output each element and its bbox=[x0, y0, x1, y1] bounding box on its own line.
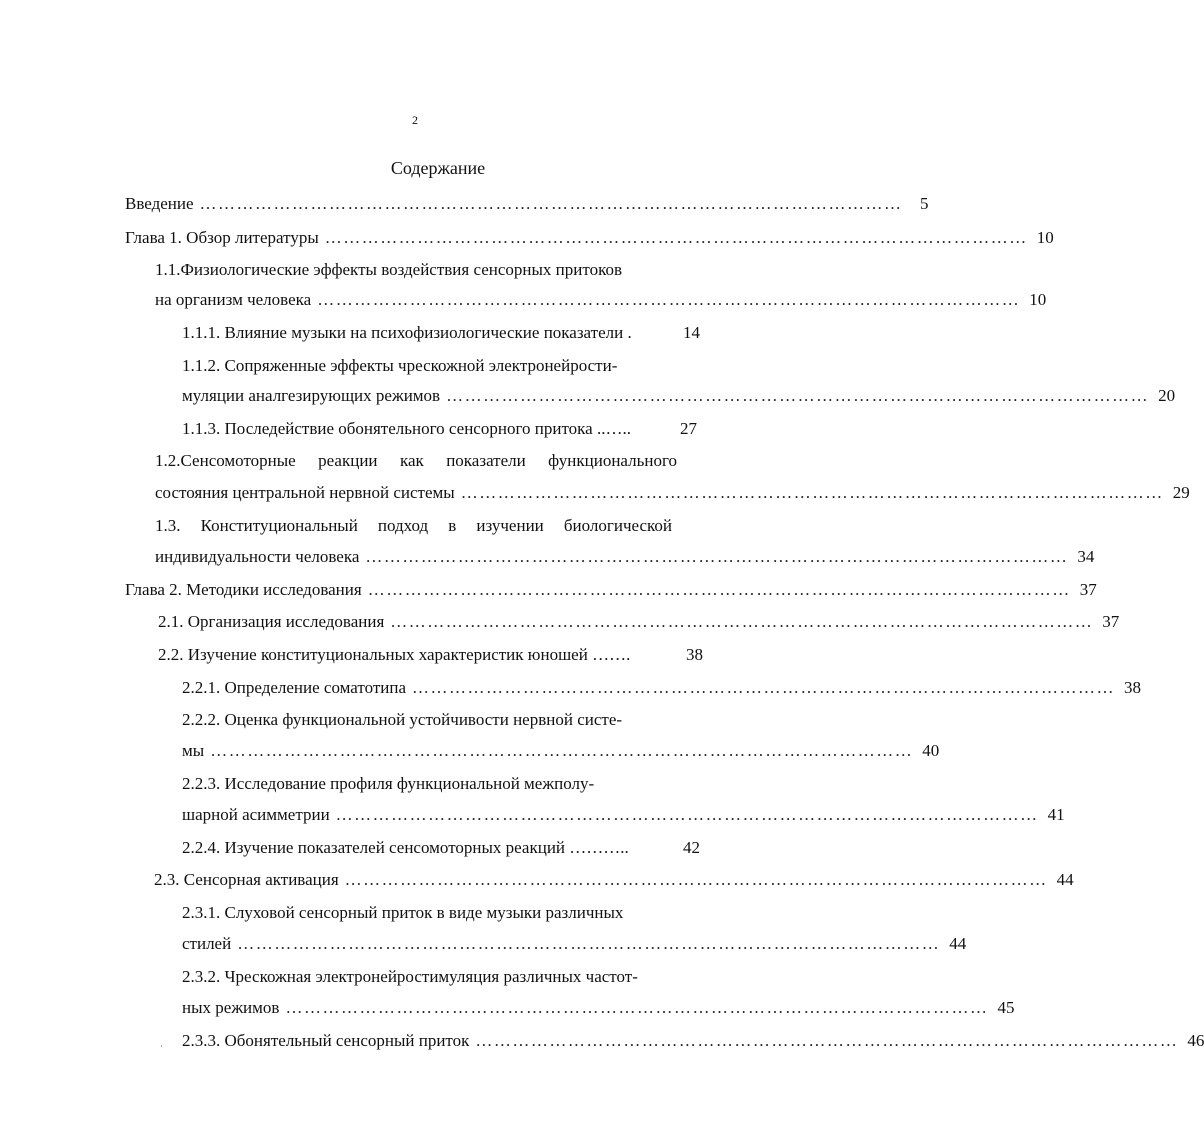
dot-leader: …………………………………………………………………………………………………… bbox=[335, 805, 1039, 824]
toc-entry-1-1-3[interactable]: 1.1.3. Последействие обонятельного сенсорного притока ..….. 27 bbox=[182, 417, 697, 441]
toc-entry-2-3-1-line2[interactable]: стилей …………………………………………………………………………………………………… 44 bbox=[182, 932, 700, 956]
dot-leader: …………………………………………………………………………………………………… bbox=[237, 934, 941, 953]
toc-entry-2-3-1-line1[interactable]: 2.3.1. Слуховой сенсорный приток в виде музыки различных bbox=[182, 903, 624, 922]
dot-leader: …………………………………………………………………………………………………… bbox=[210, 741, 914, 760]
dot-leader: …………………………………………………………………………………………………… bbox=[199, 194, 903, 213]
toc-page: 38 bbox=[686, 645, 703, 664]
toc-entry-2-3-2-line2[interactable]: ных режимов …………………………………………………………………………………………………… 45 bbox=[182, 996, 695, 1020]
toc-page: 10 bbox=[1036, 228, 1054, 247]
toc-title: Содержание bbox=[390, 158, 486, 178]
dot-leader: …………………………………………………………………………………………………… bbox=[324, 228, 1028, 247]
dot-leader: …………………………………………………………………………………………………… bbox=[446, 386, 1150, 405]
toc-page: 37 bbox=[1079, 580, 1097, 599]
dot-leader: …………………………………………………………………………………………………… bbox=[390, 612, 1094, 631]
dot-leader: …………………………………………………………………………………………………… bbox=[344, 870, 1048, 889]
toc-entry-2-1[interactable]: 2.1. Организация исследования …………………………………………………………………………………………………… 37 bbox=[158, 610, 706, 634]
toc-entry-2-2-4[interactable]: 2.2.4. Изучение показателей сенсомоторных реакций ……….. 42 bbox=[182, 836, 700, 860]
toc-page: 42 bbox=[683, 838, 700, 857]
toc-page: 29 bbox=[1172, 483, 1190, 502]
toc-page: 44 bbox=[1056, 870, 1074, 889]
scan-speck: ʻ bbox=[160, 1043, 163, 1053]
dot-leader: …………………………………………………………………………………………………… bbox=[412, 678, 1116, 697]
toc-entry-2-2[interactable]: 2.2. Изучение конституциональных характеристик юношей ……. 38 bbox=[158, 643, 703, 667]
toc-entry-1-2-line1[interactable]: 1.2.Сенсомоторные реакции как показатели функционального bbox=[155, 451, 677, 470]
toc-entry-1-1-2-line2[interactable]: муляции аналгезирующих режимов …………………………………………………………………………………………………… 20 bbox=[182, 384, 695, 408]
toc-entry-2-2-3-line1[interactable]: 2.2.3. Исследование профиля функциональной межполу- bbox=[182, 774, 595, 793]
toc-entry-1-3-line2[interactable]: индивидуальности человека …………………………………………………………………………………………………… 34 bbox=[155, 545, 705, 569]
toc-page: 45 bbox=[997, 998, 1015, 1017]
toc-page: 20 bbox=[1158, 386, 1176, 405]
toc-entry-intro[interactable]: Введение …………………………………………………………………………………………………… 5 bbox=[125, 192, 692, 216]
toc-page: 46 bbox=[1187, 1031, 1204, 1050]
dot-leader: …………………………………………………………………………………………………… bbox=[460, 483, 1164, 502]
dot-leader: …………………………………………………………………………………………………… bbox=[475, 1031, 1179, 1050]
toc-page: 27 bbox=[680, 419, 697, 438]
toc-entry-1-1-1[interactable]: 1.1.1. Влияние музыки на психофизиологические показатели . 14 bbox=[182, 321, 700, 345]
dot-leader: …………………………………………………………………………………………………… bbox=[365, 547, 1069, 566]
toc-entry-2-2-2-line2[interactable]: мы …………………………………………………………………………………………………… 40 bbox=[182, 739, 702, 763]
toc-entry-1-1-2-line1[interactable]: 1.1.2. Сопряженные эффекты чрескожной электронейрости- bbox=[182, 356, 618, 375]
toc-page: 40 bbox=[922, 741, 940, 760]
toc-page: 37 bbox=[1102, 612, 1120, 631]
toc-page: 41 bbox=[1047, 805, 1065, 824]
toc-entry-2-3[interactable]: 2.3. Сенсорная активация …………………………………………………………………………………………………… 44 bbox=[154, 868, 702, 892]
page-number: 2 bbox=[412, 113, 418, 127]
dot-leader: …………………………………………………………………………………………………… bbox=[285, 998, 989, 1017]
toc-entry-2-2-2-line1[interactable]: 2.2.2. Оценка функциональной устойчивости нервной систе- bbox=[182, 710, 623, 729]
toc-page: 34 bbox=[1077, 547, 1095, 566]
dot-leader: …………………………………………………………………………………………………… bbox=[367, 580, 1071, 599]
toc-entry-1-3-line1[interactable]: 1.3. Конституциональный подход в изучении биологической bbox=[155, 516, 672, 535]
toc-entry-1-1-line2[interactable]: на организм человека …………………………………………………………………………………………………… 10 bbox=[155, 288, 700, 312]
toc-page: 10 bbox=[1029, 290, 1047, 309]
toc-page: 14 bbox=[683, 323, 700, 342]
toc-entry-2-3-2-line1[interactable]: 2.3.2. Чрескожная электронейростимуляция различных частот- bbox=[182, 967, 638, 986]
toc-entry-chapter-1[interactable]: Глава 1. Обзор литературы …………………………………………………………………………………………………… 10 bbox=[125, 226, 700, 250]
toc-entry-1-1-line1[interactable]: 1.1.Физиологические эффекты воздействия сенсорных притоков bbox=[155, 260, 623, 279]
toc-page: 44 bbox=[949, 934, 967, 953]
toc-entry-2-2-3-line2[interactable]: шарной асимметрии …………………………………………………………………………………………………… 41 bbox=[182, 803, 700, 827]
toc-entry-2-3-3[interactable]: 2.3.3. Обонятельный сенсорный приток …………………………………………………………………………………………………… 46 bbox=[182, 1029, 695, 1053]
toc-entry-chapter-2[interactable]: Глава 2. Методики исследования …………………………………………………………………………………………………… 37 bbox=[125, 578, 705, 602]
toc-entry-2-2-1[interactable]: 2.2.1. Определение соматотипа …………………………………………………………………………………………………… 38 bbox=[182, 676, 704, 700]
toc-page: 38 bbox=[1124, 678, 1142, 697]
dot-leader: …………………………………………………………………………………………………… bbox=[317, 290, 1021, 309]
toc-entry-1-2-line2[interactable]: состояния центральной нервной системы …………………………………………………………………………………………………… 29 bbox=[155, 481, 700, 505]
toc-page: 5 bbox=[920, 194, 929, 213]
